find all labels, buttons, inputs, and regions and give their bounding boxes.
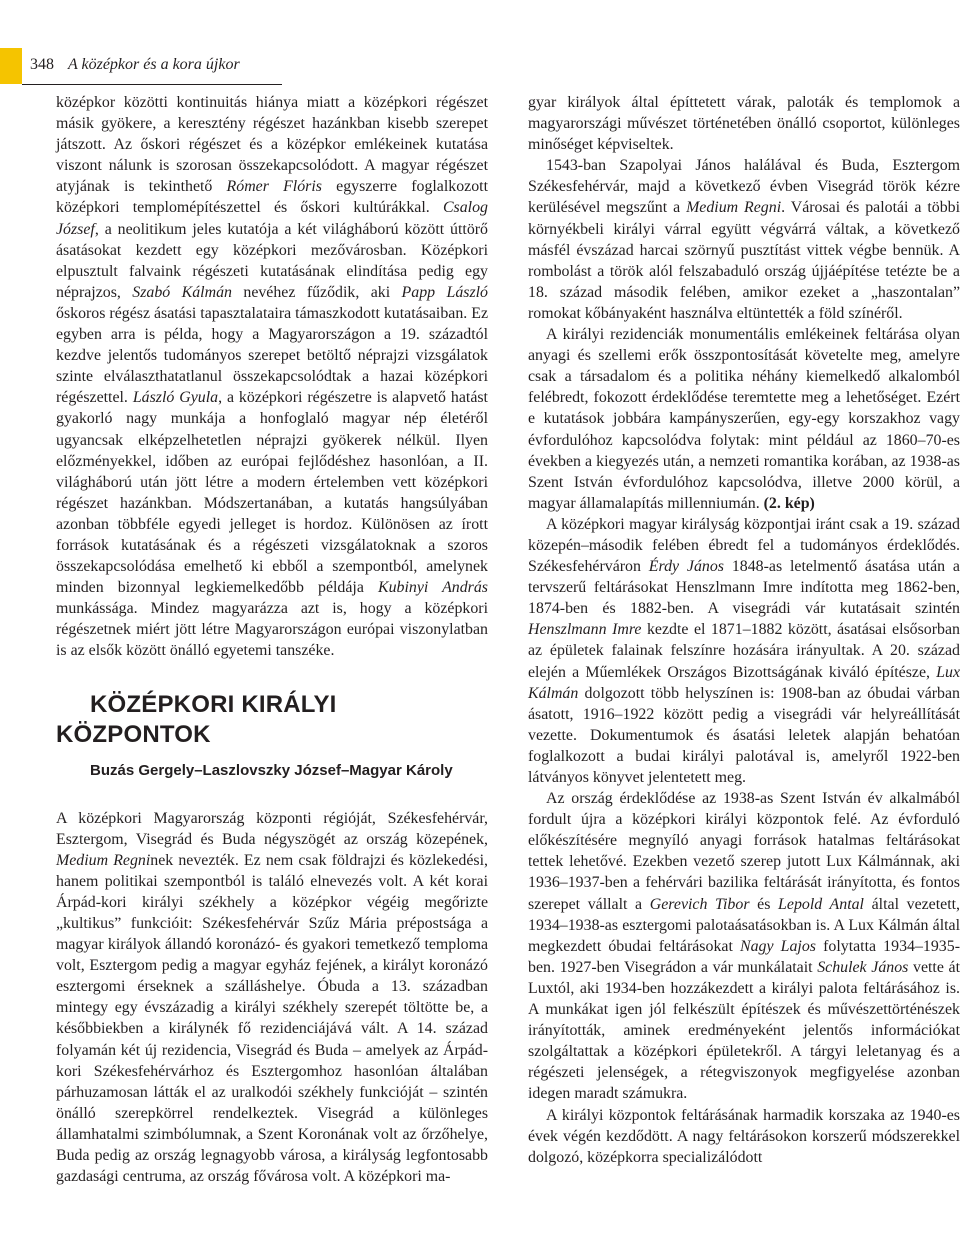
header-rule bbox=[22, 84, 282, 85]
right-column bbox=[528, 92, 960, 1168]
page-header bbox=[0, 48, 960, 84]
left-column bbox=[56, 92, 488, 1187]
page-number: 348 bbox=[30, 56, 54, 73]
latin-term: Medium Regni bbox=[686, 199, 782, 217]
figure-reference: (2. kép) bbox=[763, 494, 815, 512]
person-name: Papp László bbox=[401, 283, 488, 301]
paragraph: gyar királyok által építtetett várak, paloták és templomok a magyarországi művészet történetében önálló csoportot, különleges minőséget képviseltek. bbox=[528, 94, 960, 154]
running-title: A középkor és a kora újkor bbox=[68, 56, 240, 73]
section-title: KÖZÉPKORI KIRÁLYI KÖZPONTOK bbox=[56, 690, 337, 748]
paragraph: A középkori magyar királyság központjai iránt csak a 19. század közepén–második felében ébredt fel a tudományos érdeklődés. Székesfehérváron Érdy János 1848-as letelmentő ásatása után a tervszerű feltárásokat Henszlmann Imre indította meg 1862-ben, 1874-ben és 1882-ben. A visegrádi vár kutatásait szintén Henszlmann Imre kezdte el 1871–1882 között, ásatásai elsősorban az épületek falainak felszínre hozására irányultak. A 20. század elején a Műemlékek Országos Bizottságának kiváló építésze, Lux Kálmán dolgozott több helyszínen is: 1908-ban az óbudai várban ásatott, 1916–1922 között pedig a visegrádi vár helyreállítását vezette. Dokumentumok és ásatási leletek alapján behatóan foglalkozott a budai királyi palotával is, amelyről 1922-ben látványos könyvet jelentetett meg. bbox=[528, 515, 960, 786]
person-name: Rómer Flóris bbox=[226, 178, 322, 196]
person-name: Csalog József bbox=[56, 199, 488, 238]
paragraph: A királyi központok feltárásának harmadik korszaka az 1940-es évek végén kezdődött. A nagy feltárásokon korszerű módszerekkel dolgozó, középkorra specializálódott bbox=[528, 1106, 960, 1166]
person-name: Érdy János bbox=[648, 558, 724, 576]
person-name: Lux Kálmán bbox=[528, 663, 960, 702]
person-name: László Gyula bbox=[132, 389, 219, 407]
person-name: Szabó Kálmán bbox=[132, 283, 232, 301]
section-heading bbox=[56, 690, 488, 782]
person-name: Gerevich Tibor bbox=[649, 895, 750, 913]
latin-term: Medium Regni bbox=[56, 851, 151, 869]
person-name: Lepold Antal bbox=[778, 895, 864, 913]
yellow-page-tab bbox=[0, 48, 22, 84]
paragraph: Az ország érdeklődése az 1938-as Szent István év alkalmából fordult újra a középkori királyi központok felé. Az évforduló előkészítésére megnyíló anyagi források hatalmas feltárásokat tettek lehetővé. Ezekben vezető szerep jutott Lux Kálmánnak, aki 1936–1937-ben a fehérvári bazilika feltárását irányította, és fontos szerepet vállalt a Gerevich Tibor és Lepold Antal által vezetett, 1934–1938-as esztergomi palotaásatásokban is. A Lux Kálmán által megkezdett óbudai feltárásokat Nagy Lajos folytatta 1934–1935-ben. 1927-ben Visegrádon a vár munkálatait Schulek János vette át Luxtól, aki 1934-ben hozzákezdett a királyi palota feltárásához is. A munkákat igen jól felkészült építészek és művészettörténészek irányították, aminek eredményeként jelentős információkat szolgáltattak a középkori épületekről. A tárgyi leletanyag és a régészeti jelenségek, a rétegviszonyok megfigyelése azonban idegen maradt számukra. bbox=[528, 790, 960, 1103]
section-authors: Buzás Gergely–Laszlovszky József–Magyar Károly bbox=[90, 761, 453, 779]
person-name: Kubinyi András bbox=[377, 579, 488, 597]
paragraph: középkor közötti kontinuitás hiánya miatt a középkori régészet másik gyökere, a keresztény régészet hazánkban kisebb szerepet játszott. Az őskori régészet és a középkor emlékeinek kutatása viszont nálunk is szorosan összekapcsolódott. A magyar régészet atyjának is tekinthető Rómer Flóris egyszerre foglalkozott középkori templomépítészettel és őskori kultúrákkal. Csalog József, a neolitikum jeles kutatója a két világháború között úttörő ásatásokat kezdett egy középkori mezővárosban. Középkori elpusztult falvaink régészeti kutatásának elindítása pedig egy néprajzos, Szabó Kálmán nevéhez fűződik, aki Papp László őskoros régész ásatási tapasztalataira támaszkodott kutatásaiban. Ez egyben arra is példa, hogy a Magyarországon a 19. századtól kezdve jelentős tudományos szerepet betöltő néprajzi vizsgálatok szinte elválaszthatatlanul összekapcsolódtak a hazai középkori régészettel. László Gyula, a középkori régészetre is alapvető hatást gyakorló nagy munkája a honfoglaló magyar nép életéről ugyancsak elképzelhetetlen néprajzi gyökerek nélkül. Ilyen előzményekkel, időben az európai fejlődéshez hasonlóan, a II. világháború után jött létre a modern értelemben vett középkori régészet hazánkban. Módszertanában, a kutatás hangsúlyában azonban többféle egyedi jelleget is hordoz. Különösen az írott források kutatásának és a régészeti vizsgálatoknak a szoros összekapcsolódása emelhető ki ebből a szempontból, amelynek minden bizonnyal legkiemelkedőbb példája Kubinyi András munkássága. Mindez magyarázza azt is, hogy a középkori régészetnek miért jött létre Magyarországon európai viszonylatban is az elsők között önálló egyetemi tanszéke. bbox=[56, 94, 488, 660]
person-name: Nagy Lajos bbox=[739, 937, 816, 955]
person-name: Henszlmann Imre bbox=[528, 621, 642, 639]
paragraph: A középkori Magyarország központi régióját, Székesfehérvár, Esztergom, Visegrád és Buda négyszögét az ország közepének, Medium Regninek nevezték. Ez nem csak földrajzi és közlekedési, hanem politikai szempontból is találó elnevezés volt. A két korai Árpád-kori királyi székhely a középkor végéig megőrizte „kultikus” funkcióit: Székesfehérvár Szűz Mária prépostsága a magyar királyok állandó koronázó- és gyakori temetkező temploma volt, Esztergom pedig a magyar egyház fejének, a királyt koronázó esztergomi érseknek a szálláshelye. Óbuda a 13. században mintegy egy évszázadig a királyi székhely szerepét töltötte be, a későbbiekben a királynék fő rezidenciájává vált. A 14. század folyamán két új rezidencia, Visegrád és Buda – amelyek az Árpád-kori Székesfehérvárhoz és Esztergomhoz hasonlóan általában párhuzamosan látták el az uralkodói székhely funkcióját – szintén önálló szerepkörrel rendelkeztek. Visegrád a különleges államhatalmi szimbólumnak, a Szent Koronának volt az őrzőhelye, Buda pedig az ország legnagyobb városa, a királyság legfontosabb gazdasági centruma, az ország fővárosa volt. A középkori ma- bbox=[56, 809, 488, 1186]
paragraph: 1543-ban Szapolyai János halálával és Buda, Esztergom Székesfehérvár, majd a következő évben Visegrád török kézre kerülésével megszűnt a Medium Regni. Városai és palotái a többi környékbeli királyi várral együtt végvárrá váltak, a következő másfél évszázad harcai szörnyű pusztítást vittek végbe bennük. A rombolást a török alól felszabaduló ország újjáépítése tetézte be a 18. század második felében, amikor ezeket a „haszontalan” romokat kőbányaként használva eltüntették a föld színéről. bbox=[528, 157, 960, 322]
paragraph: A királyi rezidenciák monumentális emlékeinek feltárása olyan anyagi és szellemi erők összpontosítását követelte meg, amelyre csak a társadalom és a politika néhány kiemelkedő alkalomból felébredt, fokozott érdeklődése teremtette meg a lehetőséget. Ezért e kutatások jobbára kampányszerűen, egy-egy korszakhoz vagy évfordulóhoz kapcsolódva folytak: mint például az 1860–70-es években a kiegyezés után, a nemzeti romantika korában, az 1938-as Szent István évfordulóhoz kapcsolódva, illetve 2000 körül, a magyar államalapítás millenniumán. (2. kép) bbox=[528, 326, 960, 512]
person-name: Schulek János bbox=[817, 958, 909, 976]
